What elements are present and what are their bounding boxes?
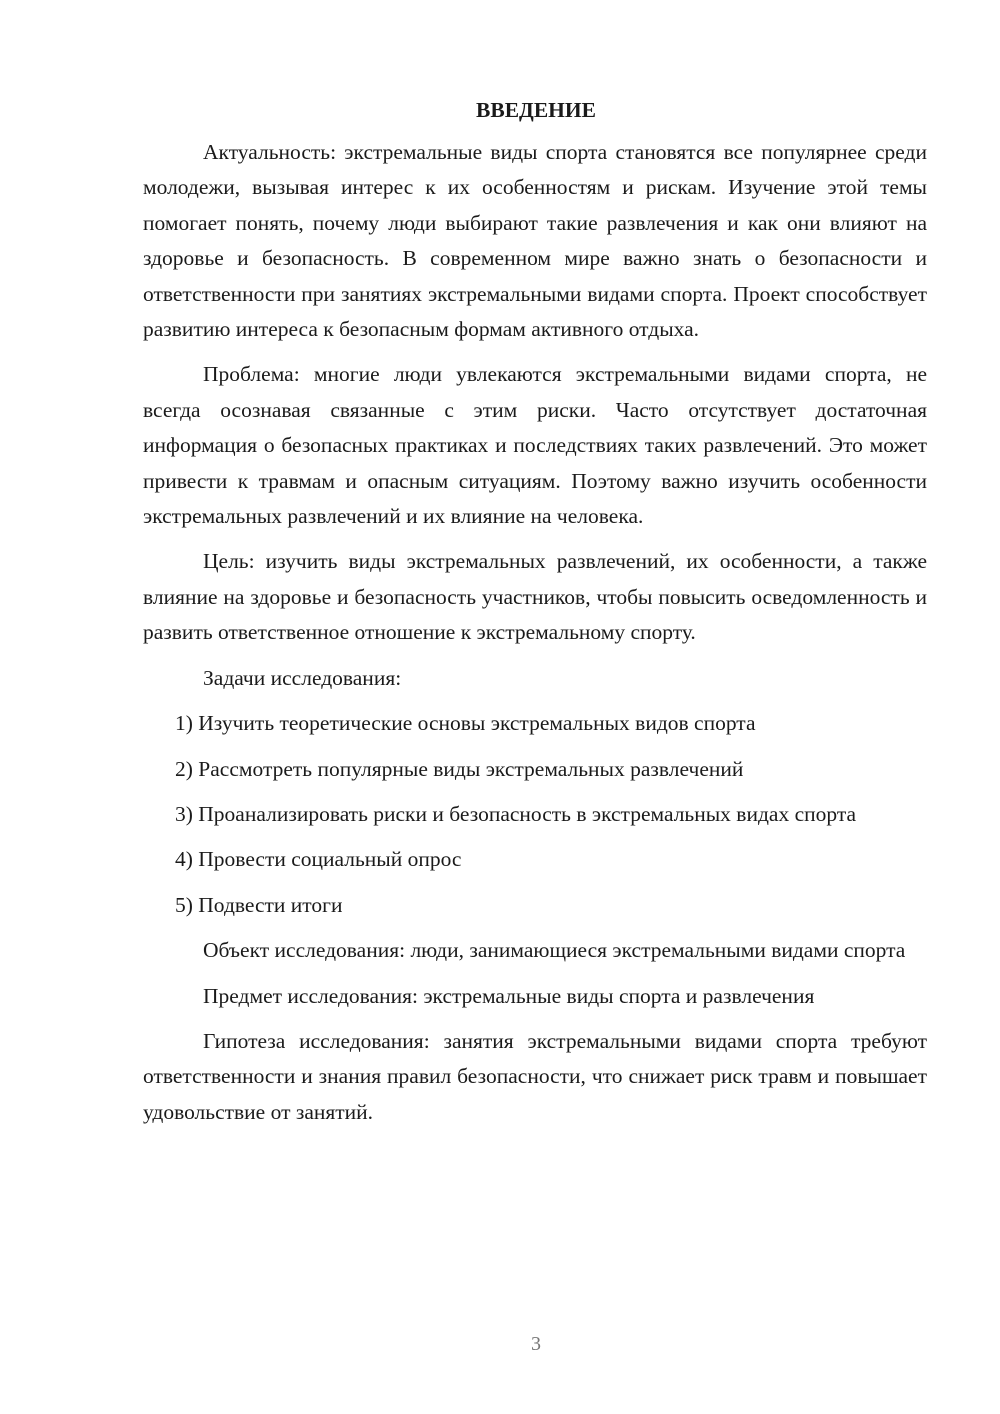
- hypothesis-paragraph: Гипотеза исследования: занятия экстремальными видами спорта требуют ответственности и знания правил безопасности, что снижает риск травм и повышает удовольствие от занятий.: [143, 1028, 927, 1124]
- relevance-paragraph: Актуальность: экстремальные виды спорта становятся все популярнее среди молодежи, вызывая интерес к их особенностям и рискам. Изучение этой темы помогает понять, почему люди выбирают такие развлечения и как они влияют на здоровье и безопасность. В современном мире важно знать о безопасности и ответственности при занятиях экстремальными видами спорта. Проект способствует развитию интереса к безопасным формам активного отдыха.: [143, 140, 927, 342]
- goal-paragraph: Цель: изучить виды экстремальных развлечений, их особенности, а также влияние на здоровье и безопасность участников, чтобы повысить осведомленность и развить ответственное отношение к экстремальному спорту.: [143, 549, 927, 645]
- task-item-5: 5) Подвести итоги: [175, 892, 343, 917]
- problem-paragraph: Проблема: многие люди увлекаются экстремальными видами спорта, не всегда осознавая связанные с этим риски. Часто отсутствует достаточная информация о безопасных практиках и последствиях таких развлечений. Это может привести к травмам и опасным ситуациям. Поэтому важно изучить особенности экстремальных развлечений и их влияние на человека.: [143, 362, 927, 529]
- task-item-2: 2) Рассмотреть популярные виды экстремальных развлечений: [175, 756, 744, 781]
- research-subject-paragraph: Предмет исследования: экстремальные виды спорта и развлечения: [203, 983, 815, 1008]
- task-item-3: 3) Проанализировать риски и безопасность в экстремальных видах спорта: [175, 801, 857, 826]
- task-item-4: 4) Провести социальный опрос: [175, 847, 462, 872]
- page-content: [143, 95, 927, 1140]
- section-title: ВВЕДЕНИЕ: [476, 98, 596, 122]
- tasks-heading: Задачи исследования:: [203, 665, 402, 690]
- research-object-paragraph: Объект исследования: люди, занимающиеся экстремальными видами спорта: [203, 938, 906, 963]
- page-number: 3: [531, 1333, 541, 1355]
- task-item-1: 1) Изучить теоретические основы экстремальных видов спорта: [175, 711, 756, 736]
